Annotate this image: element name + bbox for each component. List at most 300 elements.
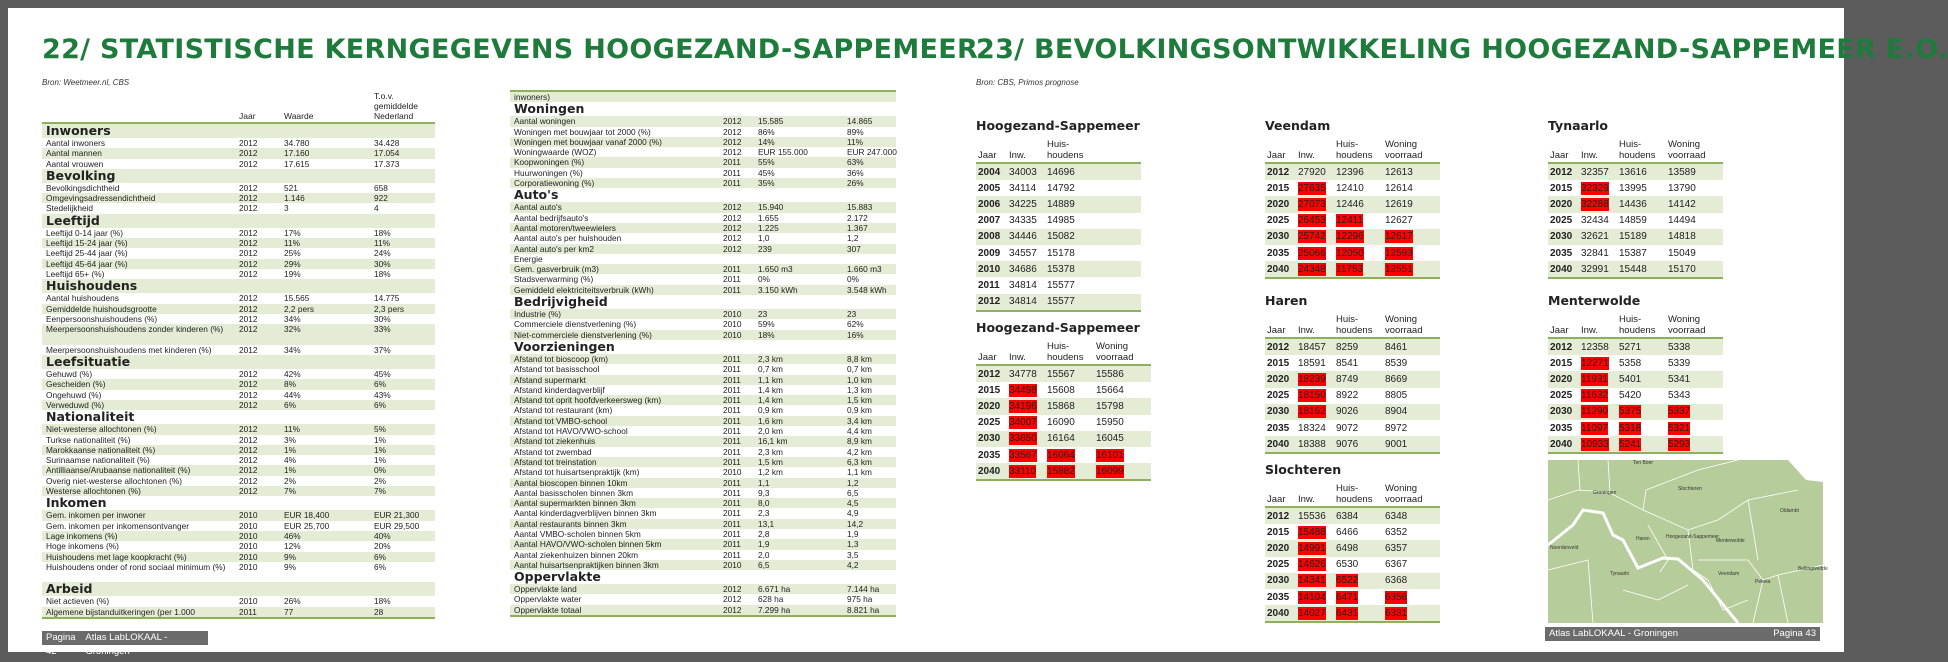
table-row <box>1265 589 1440 605</box>
table-cell: Afstand tot restaurant (km) <box>514 405 613 416</box>
table-bottom-line <box>1548 277 1723 279</box>
table-cell: 6% <box>374 399 386 410</box>
value-cell <box>1385 607 1437 620</box>
table-cell: 59% <box>758 319 775 330</box>
value-cell <box>1385 558 1437 571</box>
table-cell: 8.821 ha <box>847 604 880 615</box>
table-row <box>42 248 435 258</box>
section-heading: Huishoudens <box>42 279 435 293</box>
declining-value: 16101 <box>1096 449 1124 461</box>
value-cell <box>1668 389 1720 402</box>
table-row <box>976 245 1141 261</box>
table-row <box>1548 404 1723 420</box>
table-cell: 2011 <box>239 606 257 617</box>
value: 6384 <box>1336 510 1359 522</box>
column-header: Jaar <box>239 111 256 121</box>
table-cell: 1% <box>374 434 386 445</box>
table-cell: Verweduwd (%) <box>46 399 105 410</box>
table-cell: Gemiddeld elektriciteitsverbruik (kWh) <box>514 284 654 295</box>
table-cell: Stedelijkheid <box>46 203 94 214</box>
table-cell: 239 <box>758 243 772 254</box>
value: 5343 <box>1668 390 1691 402</box>
value-cell <box>1581 263 1619 276</box>
table-row <box>1265 371 1440 387</box>
table-cell: 29% <box>284 258 301 269</box>
value: 15577 <box>1047 279 1075 291</box>
value-cell <box>1385 230 1437 243</box>
value: 8461 <box>1385 341 1408 353</box>
table-bottom-line <box>42 617 435 619</box>
table-cell: 8% <box>284 379 296 390</box>
value-cell <box>1336 510 1385 523</box>
value-cell <box>1668 405 1720 418</box>
declining-value: 16099 <box>1096 465 1124 477</box>
table-row <box>42 476 435 486</box>
table-cell: Aantal huisartsenpraktijken binnen 3km <box>514 559 659 570</box>
table-row <box>976 382 1151 398</box>
table-cell: 0,9 km <box>847 405 872 416</box>
table-cell: 628 ha <box>758 594 784 605</box>
year-cell: 2035 <box>1267 422 1290 434</box>
value-cell <box>1668 438 1720 451</box>
table-cell: 2011 <box>723 274 741 285</box>
value-cell <box>1009 247 1047 260</box>
table-cell: Afstand tot basisschool <box>514 364 600 375</box>
table-cell: 15.883 <box>847 202 873 213</box>
value-cell <box>1047 295 1096 308</box>
table-row <box>42 228 435 238</box>
value: 12410 <box>1336 182 1364 194</box>
declining-value: 26453 <box>1298 215 1326 227</box>
value: 15170 <box>1668 263 1696 275</box>
table-cell: 2012 <box>239 203 258 214</box>
value: 15049 <box>1668 247 1696 259</box>
table-cell: 2012 <box>239 227 258 238</box>
table-cell: 2011 <box>723 415 741 426</box>
table-cell: 1,2 <box>847 233 859 244</box>
table-cell: Aantal auto's <box>514 202 562 213</box>
value-cell <box>1336 357 1385 370</box>
table-cell: Aantal woningen <box>514 116 576 127</box>
value-cell <box>1298 526 1336 539</box>
table-bottom-line <box>1265 452 1440 454</box>
table-cell: 2,0 km <box>758 426 783 437</box>
value: 13589 <box>1668 166 1696 178</box>
value: 9026 <box>1336 406 1359 418</box>
document-spread <box>8 8 1948 657</box>
table-cell: 7.144 ha <box>847 584 880 595</box>
table-cell: 2,2 pers <box>284 303 314 314</box>
table-row <box>1265 436 1440 452</box>
value-cell <box>1336 558 1385 571</box>
section-heading: Bevolking <box>42 169 435 183</box>
table-cell: Afstand tot bioscoop (km) <box>514 353 609 364</box>
table-cell: 17% <box>284 227 301 238</box>
table-cell: Industrie (%) <box>514 309 562 320</box>
table-cell: 9,3 <box>758 487 770 498</box>
table-row <box>1548 371 1723 387</box>
table-cell: 45% <box>374 369 391 380</box>
table-row <box>976 431 1151 447</box>
value: 5358 <box>1619 357 1642 369</box>
value-cell <box>1298 438 1336 451</box>
value: 18324 <box>1298 422 1326 434</box>
declining-value: 16064 <box>1047 449 1075 461</box>
table-cell: Aantal vrouwen <box>46 158 104 169</box>
value-cell <box>1047 214 1096 227</box>
value-cell <box>1298 574 1336 587</box>
table-row <box>1548 213 1723 229</box>
value-cell <box>1668 247 1720 260</box>
table-cell: 658 <box>374 182 388 193</box>
table-cell: Huishoudens onder of rond sociaal minimum (%) <box>46 561 226 572</box>
table-cell: 2012 <box>239 465 258 476</box>
value-cell <box>1047 449 1096 462</box>
value: 34686 <box>1009 263 1037 275</box>
declining-value: 12271 <box>1581 357 1609 369</box>
table-cell: Afstand tot zwembad <box>514 446 592 457</box>
table-cell: 4,2 <box>847 559 859 570</box>
value-cell <box>1298 405 1336 418</box>
value: 32434 <box>1581 215 1609 227</box>
table-row <box>1548 229 1723 245</box>
table-cell: Overig niet-westerse allochtonen (%) <box>46 475 183 486</box>
table-cell: 2,8 <box>758 528 770 539</box>
value: 32621 <box>1581 231 1609 243</box>
table-row <box>976 447 1151 463</box>
table-row <box>510 127 896 137</box>
table-cell: 26% <box>284 596 301 607</box>
table-bottom-line <box>976 310 1141 312</box>
column-header: Huis- houdens <box>1619 314 1656 336</box>
value-cell <box>1668 214 1720 227</box>
map-label: Ten Boer <box>1633 460 1654 466</box>
table-cell: 1,1 km <box>758 374 783 385</box>
value-cell <box>1298 341 1336 354</box>
table-cell: 42% <box>284 369 301 380</box>
table-cell: 2011 <box>723 374 741 385</box>
declining-value: 5318 <box>1619 422 1642 434</box>
value: 15178 <box>1047 247 1075 259</box>
population-table <box>1548 118 1723 279</box>
table-cell: Oppervlakte land <box>514 584 577 595</box>
table-cell: 18% <box>374 227 391 238</box>
declining-value: 5337 <box>1668 406 1691 418</box>
table-cell <box>843 92 896 102</box>
value: 8669 <box>1385 373 1408 385</box>
table-cell: 33% <box>374 324 391 335</box>
column-header: Woning voorraad <box>1385 314 1423 336</box>
table-row <box>42 369 435 379</box>
value-cell <box>1581 389 1619 402</box>
table-cell: 2012 <box>239 158 258 169</box>
map-label: Bellingwedde <box>1798 566 1828 572</box>
declining-value: 11931 <box>1581 373 1609 385</box>
table-row <box>1265 213 1440 229</box>
declining-value: 12296 <box>1336 231 1364 243</box>
table-cell: 2010 <box>239 530 258 541</box>
value: 15608 <box>1047 384 1075 396</box>
table-cell: Ongehuwd (%) <box>46 389 102 400</box>
column-header: Woning voorraad <box>1385 139 1423 161</box>
value-cell <box>1581 422 1619 435</box>
table-cell: 2012 <box>239 369 258 380</box>
table-row <box>510 364 896 374</box>
declining-value: 6431 <box>1336 607 1359 619</box>
table-cell: 4,5 <box>847 498 859 509</box>
value: 15950 <box>1096 417 1124 429</box>
table-cell: 11% <box>847 136 863 147</box>
table-cell: 17.373 <box>374 158 400 169</box>
table-cell: Gem. inkomen per inwoner <box>46 510 146 521</box>
value: 34003 <box>1009 166 1037 178</box>
table-row <box>42 445 435 455</box>
table-cell: 7% <box>284 486 296 497</box>
table-row <box>510 584 896 594</box>
table-row <box>42 435 435 445</box>
value-cell <box>1096 400 1148 413</box>
value: 32841 <box>1581 247 1609 259</box>
table-row <box>42 510 435 520</box>
year-cell: 2035 <box>1550 247 1573 259</box>
table-cell: 26% <box>847 178 864 189</box>
year-cell: 2012 <box>978 296 1001 308</box>
value-cell <box>1619 422 1668 435</box>
declining-value: 24348 <box>1298 263 1326 275</box>
map-label: Slochteren <box>1678 486 1702 492</box>
table-cell: 3.548 kWh <box>847 284 887 295</box>
value: 15189 <box>1619 231 1647 243</box>
column-header: T.o.v. gemiddelde Nederland <box>374 91 418 121</box>
table-cell: 1,9 <box>758 539 770 550</box>
declining-value: 18239 <box>1298 373 1326 385</box>
table-cell: 5% <box>374 424 386 435</box>
table-cell: 3.150 kWh <box>758 284 798 295</box>
column-header: Jaar <box>1550 149 1569 161</box>
value-cell <box>1047 432 1096 445</box>
value-cell <box>1009 230 1047 243</box>
value-cell <box>1009 416 1047 429</box>
table-cell: 2010 <box>723 559 742 570</box>
table-row <box>42 455 435 465</box>
value-cell <box>1581 373 1619 386</box>
declining-value: 11097 <box>1581 422 1609 434</box>
value: 5420 <box>1619 390 1642 402</box>
page-title-right: 23/ BEVOLKINGSONTWIKKELING HOOGEZAND-SAPPEMEER E.O. <box>976 34 1948 65</box>
table-row <box>1548 388 1723 404</box>
value: 14859 <box>1619 215 1647 227</box>
table-cell: 1.146 <box>284 193 305 204</box>
value: 12614 <box>1385 182 1413 194</box>
table-cell: Aantal inwoners <box>46 138 106 148</box>
table-cell: 6,5 <box>758 559 770 570</box>
value: 8541 <box>1336 357 1359 369</box>
table-cell: 2012 <box>239 193 258 204</box>
declining-value: 5375 <box>1619 406 1642 418</box>
value-cell <box>1047 166 1096 179</box>
value-cell <box>1385 341 1437 354</box>
table-cell: Aantal huishoudens <box>46 293 119 304</box>
table-cell: Oppervlakte totaal <box>514 604 582 615</box>
table-cell: 2012 <box>239 455 258 466</box>
declining-value: 32329 <box>1581 182 1609 194</box>
table-header <box>976 136 1141 164</box>
table-cell: EUR 21,300 <box>374 510 420 521</box>
value-cell <box>1668 357 1720 370</box>
declining-value: 12617 <box>1385 231 1413 243</box>
value-cell <box>1385 357 1437 370</box>
value-cell <box>1668 182 1720 195</box>
map-label: Groningen <box>1593 490 1617 496</box>
value: 15567 <box>1047 368 1075 380</box>
declining-value: 27635 <box>1298 182 1326 194</box>
table-cell: 2012 <box>239 268 258 279</box>
table-cell: 6.671 ha <box>758 584 791 595</box>
value: 34814 <box>1009 279 1037 291</box>
section-heading: Nationaliteit <box>46 409 135 425</box>
value: 5341 <box>1668 373 1691 385</box>
value: 32357 <box>1581 166 1609 178</box>
table-row <box>510 157 896 167</box>
table-row <box>510 274 896 284</box>
table-row <box>510 529 896 539</box>
table-cell: 2012 <box>723 233 742 244</box>
table-cell: 13,1 <box>758 518 775 529</box>
column-header: Jaar <box>1267 324 1286 336</box>
value-cell <box>1336 607 1385 620</box>
value-cell <box>1668 341 1720 354</box>
table-cell: 17.615 <box>284 158 310 169</box>
year-cell: 2006 <box>978 198 1001 210</box>
table-header <box>976 338 1151 366</box>
table-cell: 46% <box>284 530 301 541</box>
table-cell: 2012 <box>723 584 742 595</box>
value-cell <box>1298 558 1336 571</box>
table-cell: 8,0 <box>758 498 770 509</box>
table-cell: 2011 <box>723 395 741 406</box>
value-cell <box>1668 166 1720 179</box>
table-row <box>1548 436 1723 452</box>
table-row <box>510 116 896 126</box>
table-cell: EUR 25,700 <box>284 520 330 531</box>
value-cell <box>1298 230 1336 243</box>
table-cell: Marokkaanse nationaliteit (%) <box>46 444 156 455</box>
table-cell: 2.172 <box>847 212 868 223</box>
table-cell: 2012 <box>239 324 258 335</box>
table-row <box>976 463 1151 479</box>
value: 14792 <box>1047 182 1075 194</box>
table-cell: Niet actieven (%) <box>46 596 110 607</box>
table-cell: 18% <box>374 268 391 279</box>
region-map <box>1548 460 1828 623</box>
value-cell <box>1336 405 1385 418</box>
value-cell <box>1047 247 1096 260</box>
year-cell: 2012 <box>1267 510 1290 522</box>
table-row <box>1265 540 1440 556</box>
map-label: Oldambt <box>1780 508 1799 514</box>
year-cell: 2030 <box>1267 406 1290 418</box>
table-row <box>976 366 1151 382</box>
table-cell: 2011 <box>723 364 741 375</box>
table-cell: 1,2 km <box>758 467 783 478</box>
section-heading: Leefsituatie <box>42 355 435 369</box>
value-cell <box>1619 357 1668 370</box>
value-cell <box>1009 432 1047 445</box>
table-cell: 2012 <box>723 136 742 147</box>
table-cell: 2010 <box>239 551 258 562</box>
table-row <box>1548 420 1723 436</box>
declining-value: 5293 <box>1668 438 1691 450</box>
value: 27920 <box>1298 166 1326 178</box>
year-cell: 2012 <box>1267 166 1290 178</box>
value: 15387 <box>1619 247 1647 259</box>
table-row <box>1265 229 1440 245</box>
table-cell <box>754 92 843 102</box>
table-cell: 2011 <box>723 436 741 447</box>
year-cell: 2008 <box>978 231 1001 243</box>
table-cell: 11% <box>374 238 390 249</box>
value-cell <box>1385 263 1437 276</box>
value-cell <box>1385 438 1437 451</box>
table-cell: 89% <box>847 126 864 137</box>
value-cell <box>1668 373 1720 386</box>
table-cell: 19% <box>284 268 301 279</box>
table-cell: 2012 <box>723 604 742 615</box>
subsection-heading: Energie <box>514 253 543 264</box>
value-cell <box>1619 373 1668 386</box>
table-cell: 2012 <box>239 434 258 445</box>
value: 6367 <box>1385 559 1408 571</box>
value-cell <box>1096 432 1148 445</box>
table-cell: 3,5 <box>847 549 859 560</box>
table-cell: 1,5 km <box>758 456 783 467</box>
map-label: Veendam <box>1718 571 1740 577</box>
value-cell <box>1336 574 1385 587</box>
table-cell: 24% <box>374 248 391 259</box>
year-cell: 2040 <box>1550 263 1573 275</box>
declining-value: 10933 <box>1581 438 1609 450</box>
table-cell: 34% <box>284 344 301 355</box>
table-header <box>42 68 435 124</box>
table-cell: 45% <box>758 167 775 178</box>
value-cell <box>1385 214 1437 227</box>
table-cell: 77 <box>284 606 294 617</box>
table-cell: Commerciele dienstverlening (%) <box>514 319 637 330</box>
table-cell: 86% <box>758 126 775 137</box>
year-cell: 2035 <box>978 449 1001 461</box>
footer-atlas-left: Atlas LabLOKAAL - Groningen <box>85 632 168 657</box>
table-row <box>510 426 896 436</box>
table-title: Tynaarlo <box>1548 118 1608 133</box>
table-cell: Gehuwd (%) <box>46 369 93 380</box>
value-cell <box>1581 341 1619 354</box>
value-cell <box>1619 182 1668 195</box>
value: 34557 <box>1009 247 1037 259</box>
table-row <box>510 405 896 415</box>
value: 12613 <box>1385 166 1413 178</box>
column-header: Woning voorraad <box>1668 314 1706 336</box>
section-heading: Inkomen <box>46 495 107 511</box>
table-cell: 2010 <box>723 467 742 478</box>
table-cell: 3% <box>284 434 296 445</box>
table-row <box>42 607 435 617</box>
table-cell: 2012 <box>239 303 258 314</box>
table-cell: Niet-westerse allochtonen (%) <box>46 424 157 435</box>
year-cell: 2040 <box>978 465 1001 477</box>
table-cell: 16% <box>847 329 864 340</box>
table-cell: 1,4 km <box>758 395 783 406</box>
table-row <box>510 457 896 467</box>
